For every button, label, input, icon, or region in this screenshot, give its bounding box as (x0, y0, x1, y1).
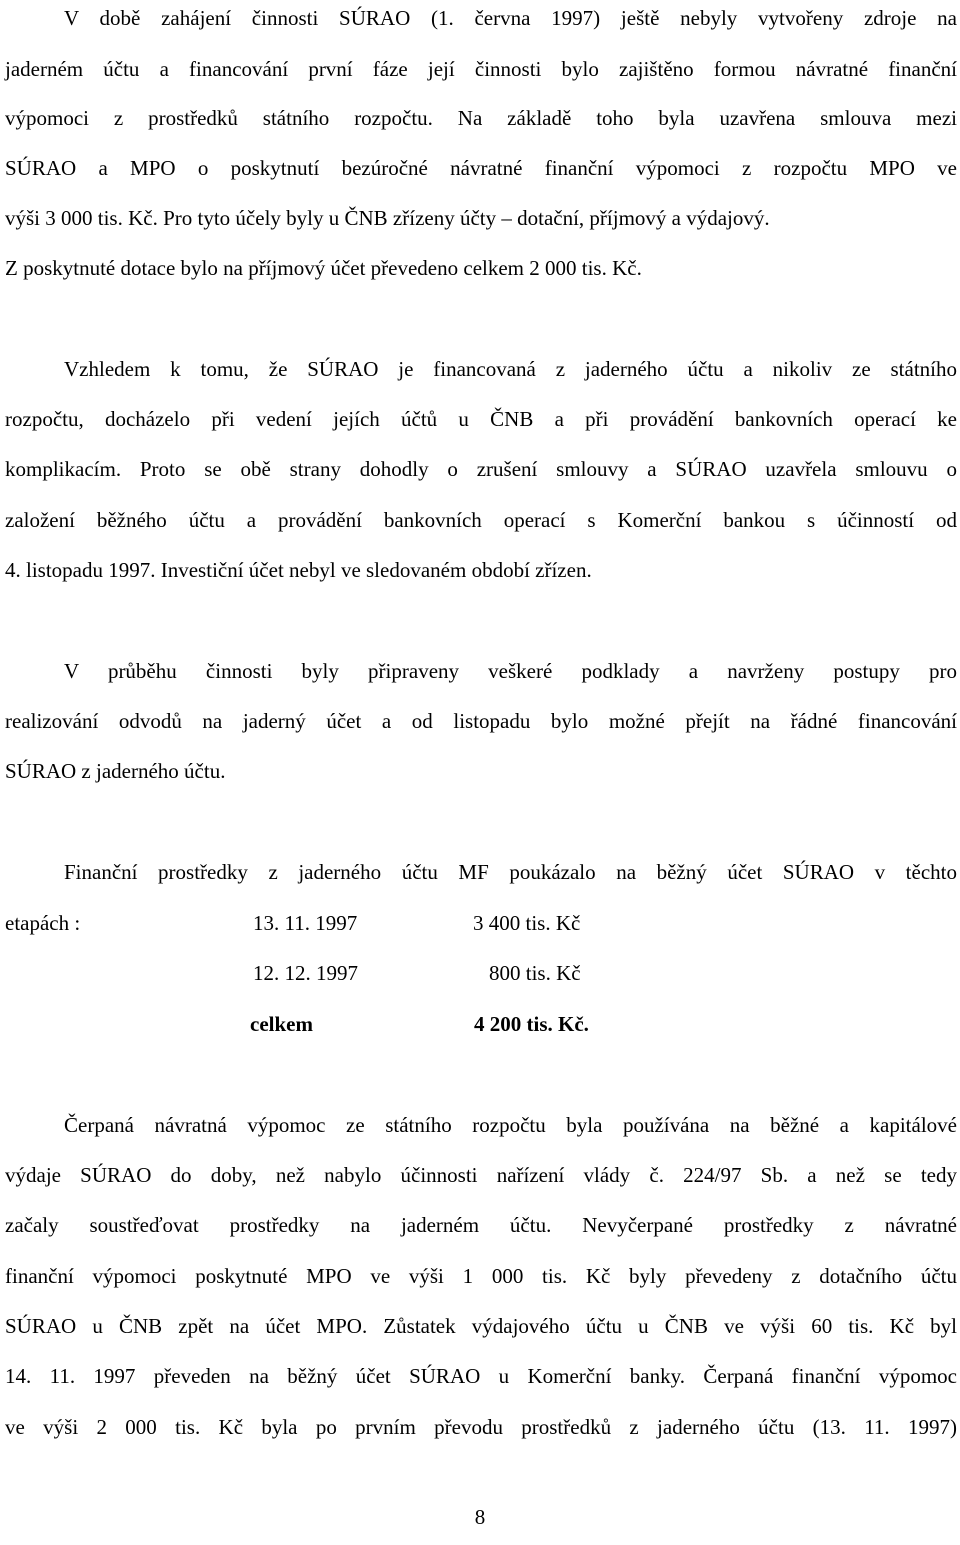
paragraph-2-line-2: rozpočtu, docházelo při vedení jejích účtů u ČNB a při provádění bankovních operací ke (5, 407, 957, 431)
paragraph-4-line-1: Finanční prostředky z jaderného účtu MF poukázalo na běžný účet SÚRAO v těchto (64, 860, 957, 884)
paragraph-2-line-1: Vzhledem k tomu, že SÚRAO je financovaná z jaderného účtu a nikoliv ze státního (64, 357, 957, 381)
paragraph-2-line-5: 4. listopadu 1997. Investiční účet nebyl ve sledovaném období zřízen. (5, 558, 592, 582)
etapa-total-amount: 4 200 tis. Kč. (474, 1012, 589, 1036)
paragraph-5-line-1: Čerpaná návratná výpomoc ze státního rozpočtu byla používána na běžné a kapitálové (64, 1113, 957, 1137)
paragraph-1-line-6: Z poskytnuté dotace bylo na příjmový účet převedeno celkem 2 000 tis. Kč. (5, 256, 642, 280)
paragraph-5-line-6: 14. 11. 1997 převeden na běžný účet SÚRAO u Komerční banky. Čerpaná finanční výpomoc (5, 1364, 957, 1388)
etapa-date: 13. 11. 1997 (253, 911, 358, 935)
paragraph-5-line-7: ve výši 2 000 tis. Kč byla po prvním převodu prostředků z jaderného účtu (13. 11. 1997) (5, 1415, 957, 1439)
paragraph-1-line-1: V době zahájení činnosti SÚRAO (1. června 1997) ještě nebyly vytvořeny zdroje na (64, 6, 957, 30)
paragraph-1-line-5: výši 3 000 tis. Kč. Pro tyto účely byly u ČNB zřízeny účty – dotační, příjmový a výdajový. (5, 206, 770, 230)
paragraph-1-line-4: SÚRAO a MPO o poskytnutí bezúročné návratné finanční výpomoci z rozpočtu MPO ve (5, 156, 957, 180)
paragraph-2-line-3: komplikacím. Proto se obě strany dohodly o zrušení smlouvy a SÚRAO uzavřela smlouvu o (5, 457, 957, 481)
paragraph-1-line-2: jaderném účtu a financování první fáze její činnosti bylo zajištěno formou návratné finanční (5, 57, 957, 81)
paragraph-5-line-3: začaly soustřeďovat prostředky na jaderném účtu. Nevyčerpané prostředky z návratné (5, 1213, 957, 1237)
etapy-label: etapách : (5, 911, 81, 935)
etapa-amount: 800 tis. Kč (489, 961, 581, 985)
etapa-total-label: celkem (250, 1012, 313, 1036)
paragraph-3-line-2: realizování odvodů na jaderný účet a od listopadu bylo možné přejít na řádné financování (5, 709, 957, 733)
paragraph-5-line-4: finanční výpomoci poskytnuté MPO ve výši 1 000 tis. Kč byly převedeny z dotačního účtu (5, 1264, 957, 1288)
paragraph-2-line-4: založení běžného účtu a provádění bankovních operací s Komerční bankou s účinností od (5, 508, 957, 532)
paragraph-5-line-5: SÚRAO u ČNB zpět na účet MPO. Zůstatek výdajového účtu u ČNB ve výši 60 tis. Kč byl (5, 1314, 957, 1338)
paragraph-3-line-1: V průběhu činnosti byly připraveny veškeré podklady a navrženy postupy pro (64, 659, 957, 683)
paragraph-5-line-2: výdaje SÚRAO do doby, než nabylo účinnosti nařízení vlády č. 224/97 Sb. a než se tedy (5, 1163, 957, 1187)
paragraph-1-line-3: výpomoci z prostředků státního rozpočtu. Na základě toho byla uzavřena smlouva mezi (5, 106, 957, 130)
etapa-amount: 3 400 tis. Kč (473, 911, 581, 935)
etapa-date: 12. 12. 1997 (253, 961, 358, 985)
page-number: 8 (474, 1505, 486, 1529)
paragraph-3-line-3: SÚRAO z jaderného účtu. (5, 759, 226, 783)
